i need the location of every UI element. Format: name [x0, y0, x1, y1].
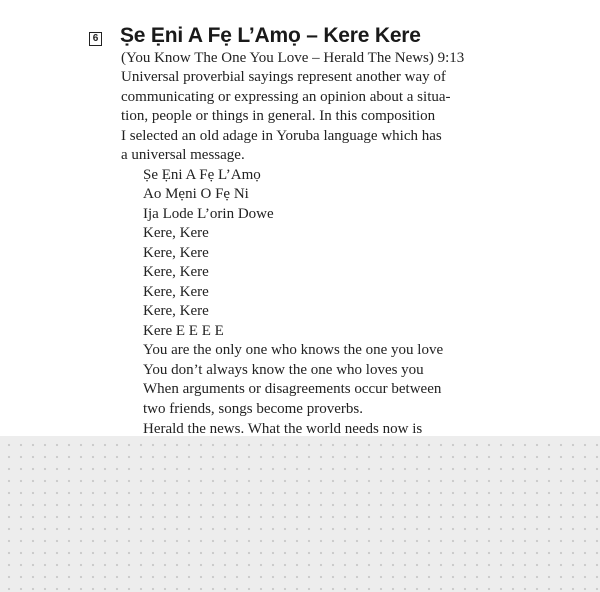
verse-line: You are the only one who knows the one you love: [143, 342, 444, 358]
verse-line: Kere, Kere: [143, 303, 209, 319]
verse-line: Kere, Kere: [143, 264, 209, 280]
intro-line: communicating or expressing an opinion about a situa-: [121, 89, 451, 105]
verse-line: Kere, Kere: [143, 245, 209, 261]
transparent-background: [0, 436, 600, 592]
track-title: Ṣe Ẹni A Fẹ L’Amọ – Kere Kere: [120, 24, 421, 47]
verse-line: Herald the news. What the world needs now is: [143, 421, 423, 436]
verse-line: Ṣe Ẹni A Fẹ L’Amọ: [143, 167, 261, 183]
subtitle-line: (You Know The One You Love – Herald The News) 9:13: [121, 50, 465, 66]
verse-line: When arguments or disagreements occur between: [143, 381, 442, 397]
verse-line: Kere, Kere: [143, 225, 209, 241]
verse-line: two friends, songs become proverbs.: [143, 401, 363, 417]
intro-line: Universal proverbial sayings represent another way of: [121, 69, 446, 85]
verse-line: Ao Mẹni O Fẹ Ni: [143, 186, 249, 202]
verse-line: Ija Lode L’orin Dowe: [143, 206, 274, 222]
verse-line: Kere E E E E: [143, 323, 224, 339]
verse-line: Kere, Kere: [143, 284, 209, 300]
intro-line: I selected an old adage in Yoruba language which has: [121, 128, 442, 144]
intro-line: tion, people or things in general. In this composition: [121, 108, 436, 124]
track-number-badge: 6: [89, 32, 102, 46]
verse-line: You don’t always know the one who loves you: [143, 362, 424, 378]
intro-line: a universal message.: [121, 147, 245, 163]
